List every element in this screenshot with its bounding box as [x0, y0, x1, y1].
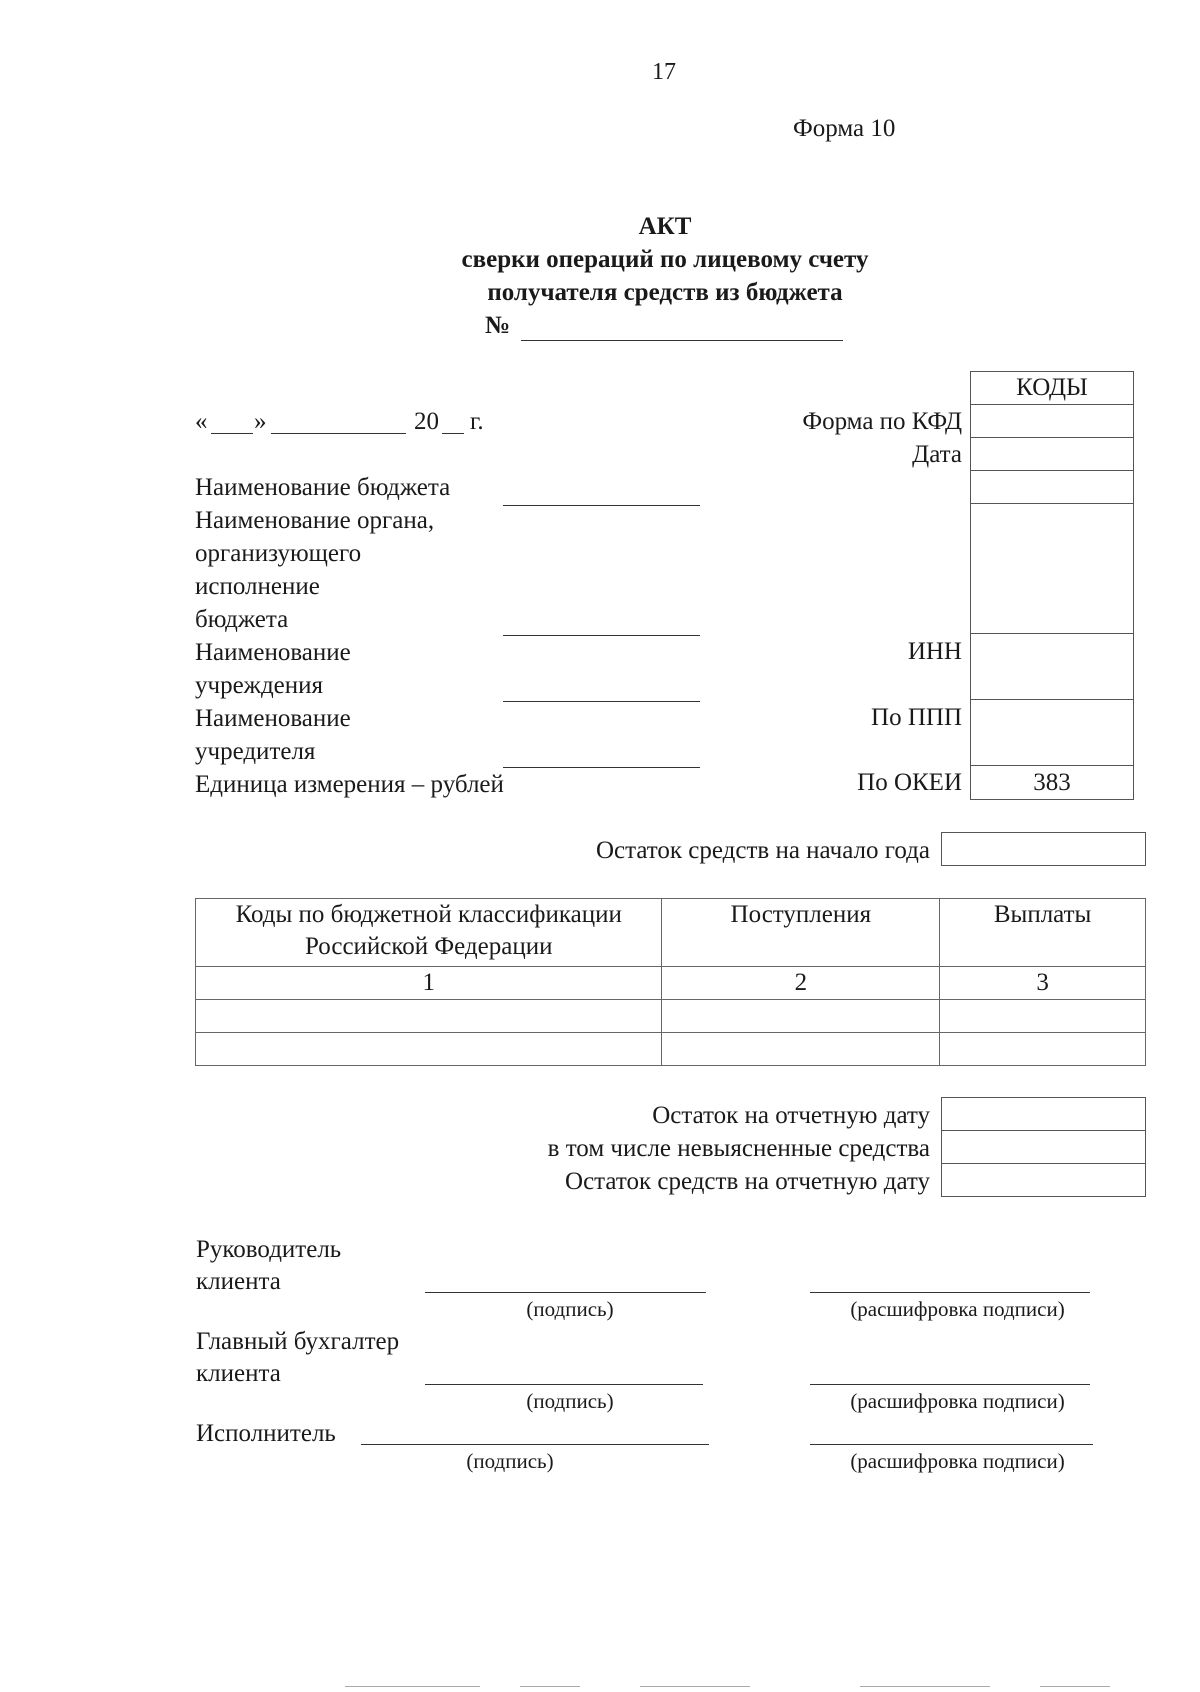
label-founder-2: учредителя: [195, 738, 316, 765]
chief-accountant-decoding-line[interactable]: [810, 1384, 1090, 1385]
budget-name-line[interactable]: [503, 505, 700, 506]
label-okei: По ОКЕИ: [857, 769, 962, 796]
label-opening-balance: Остаток средств на начало года: [595, 837, 930, 864]
scan-artifact-line: [1040, 1686, 1110, 1687]
form-label: Форма 10: [793, 115, 896, 142]
opening-balance-field[interactable]: [941, 832, 1146, 866]
date-open-quote: «: [195, 408, 208, 435]
label-unclarified-funds: в том числе невыясненные средства: [547, 1135, 930, 1162]
label-head-2: клиента: [196, 1268, 281, 1295]
label-organ-4: бюджета: [195, 606, 289, 633]
table-row: [196, 1000, 1146, 1033]
operations-table: [195, 898, 1146, 1066]
month-line[interactable]: [271, 433, 406, 434]
table-cell[interactable]: [196, 1000, 662, 1033]
scan-artifact-line: [520, 1686, 580, 1687]
label-date: Дата: [912, 441, 962, 468]
label-chief-accountant-1: Главный бухгалтер: [196, 1328, 400, 1355]
chief-accountant-signature-line[interactable]: [425, 1384, 703, 1385]
head-signature-caption: (подпись): [526, 1297, 614, 1321]
date-close-quote: »: [254, 408, 267, 435]
institution-name-line[interactable]: [503, 701, 700, 702]
code-organ-cell[interactable]: [971, 504, 1134, 634]
day-line[interactable]: [211, 433, 253, 434]
code-kfd-cell[interactable]: [971, 405, 1134, 438]
organ-name-line[interactable]: [503, 635, 700, 636]
header-bk-codes-line1: Коды по бюджетной классификации: [235, 901, 622, 928]
header-payments-text: Выплаты: [993, 901, 1092, 928]
table-cell[interactable]: [662, 1033, 940, 1066]
title-line2: сверки операций по лицевому счету: [461, 246, 869, 273]
code-okei-cell: 383: [971, 766, 1134, 800]
codes-table: [970, 371, 1134, 800]
head-decoding-line[interactable]: [810, 1292, 1090, 1293]
header-payments: [940, 899, 1146, 967]
header-bk-codes: [196, 899, 662, 967]
label-organ-2: организующего: [195, 540, 362, 567]
head-decoding-caption: (расшифровка подписи): [850, 1297, 1065, 1321]
label-funds-reporting-date: Остаток средств на отчетную дату: [565, 1168, 930, 1195]
reporting-balance-field[interactable]: [942, 1098, 1146, 1131]
executor-signature-line[interactable]: [361, 1444, 709, 1445]
chief-accountant-signature-caption: (подпись): [526, 1389, 614, 1413]
table-row: [196, 1033, 1146, 1066]
table-cell[interactable]: [940, 1033, 1146, 1066]
scan-artifact-line: [345, 1686, 480, 1687]
column-number-3: 3: [940, 967, 1146, 1000]
label-reporting-balance: Остаток на отчетную дату: [652, 1102, 930, 1129]
year-line[interactable]: [442, 433, 464, 434]
chief-accountant-decoding-caption: (расшифровка подписи): [850, 1389, 1065, 1413]
label-inn: ИНН: [907, 638, 962, 665]
balances-table: [941, 1097, 1146, 1197]
table-cell[interactable]: [662, 1000, 940, 1033]
label-institution-2: учреждения: [195, 672, 324, 699]
label-institution-1: Наименование: [195, 639, 351, 666]
label-chief-accountant-2: клиента: [196, 1360, 281, 1387]
label-executor: Исполнитель: [196, 1420, 336, 1447]
label-budget-name: Наименование бюджета: [195, 474, 451, 501]
code-ppp-cell[interactable]: [971, 700, 1134, 766]
table-cell[interactable]: [940, 1000, 1146, 1033]
executor-signature-caption: (подпись): [466, 1449, 554, 1473]
executor-decoding-line[interactable]: [810, 1444, 1093, 1445]
scan-artifact-line: [640, 1686, 750, 1687]
code-date-cell[interactable]: [971, 438, 1134, 471]
unclarified-funds-field[interactable]: [942, 1131, 1146, 1164]
column-number-2: 2: [662, 967, 940, 1000]
year-suffix: г.: [470, 408, 484, 435]
title-number-sign: №: [485, 312, 511, 339]
code-budget-cell[interactable]: [971, 471, 1134, 504]
code-inn-cell[interactable]: [971, 634, 1134, 700]
header-receipts-text: Поступления: [730, 901, 872, 928]
scan-artifact-line: [860, 1686, 990, 1687]
label-founder-1: Наименование: [195, 705, 351, 732]
head-signature-line[interactable]: [425, 1292, 706, 1293]
label-kfd: Форма по КФД: [802, 408, 962, 435]
table-cell[interactable]: [196, 1033, 662, 1066]
page-number: 17: [652, 59, 676, 85]
founder-name-line[interactable]: [503, 767, 700, 768]
act-number-line[interactable]: [521, 340, 843, 341]
label-organ-3: исполнение: [195, 573, 320, 600]
year-prefix: 20: [414, 408, 439, 435]
codes-header: КОДЫ: [971, 372, 1134, 405]
executor-decoding-caption: (расшифровка подписи): [850, 1449, 1065, 1473]
label-head-1: Руководитель: [196, 1236, 342, 1263]
header-bk-codes-line2: Российской Федерации: [304, 933, 553, 960]
column-number-1: 1: [196, 967, 662, 1000]
label-organ-1: Наименование органа,: [195, 507, 435, 534]
title-akt: АКТ: [638, 213, 692, 240]
header-receipts: [662, 899, 940, 967]
title-line3: получателя средств из бюджета: [487, 279, 843, 306]
funds-reporting-date-field[interactable]: [942, 1164, 1146, 1197]
label-ppp: По ППП: [871, 704, 962, 731]
label-unit: Единица измерения – рублей: [195, 771, 504, 798]
